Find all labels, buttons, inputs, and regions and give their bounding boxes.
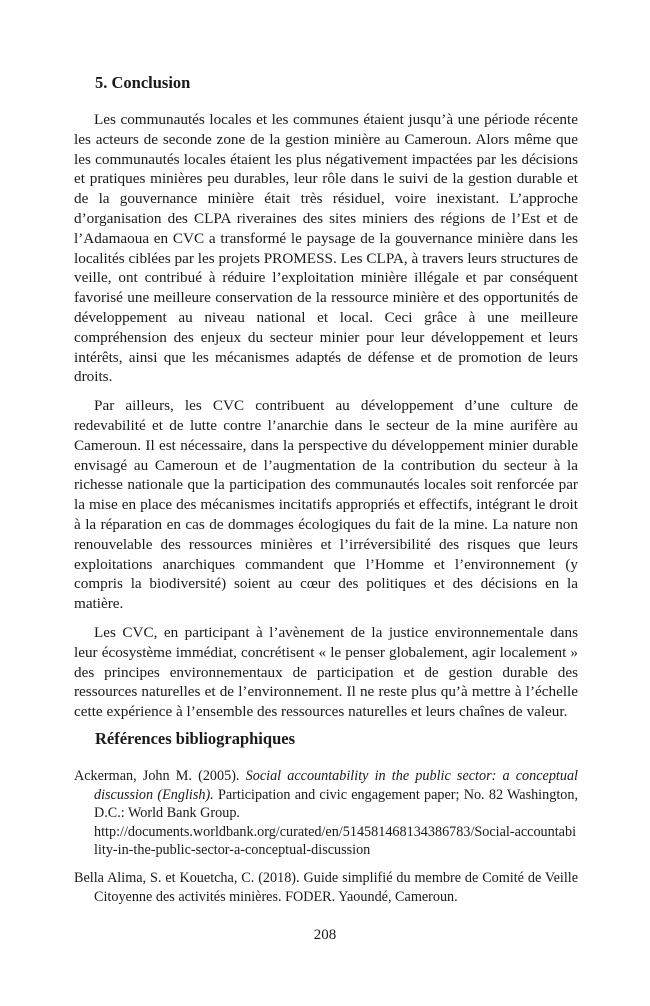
section-heading: 5. Conclusion bbox=[95, 73, 191, 92]
references-heading: Références bibliographiques bbox=[95, 729, 295, 748]
paragraph: Les CVC, en participant à l’avènement de la justice environnementale dans leur écosystème immédiat, concrétisent « le penser globalement, agir localement » des principes environnementaux de participation et de gestion durable des ressources naturelles et de l’environnement. Il ne reste plus qu’à mettre à l’échelle cette expérience à l’ensemble des ressources naturelles et leurs chaînes de valeur. bbox=[74, 623, 578, 721]
reference-url[interactable]: http://documents.worldbank.org/curated/en/514581468134386783/Social-accountability-in-the-public-sector-a-conceptual-discussion bbox=[94, 823, 577, 859]
reference-entry bbox=[74, 869, 578, 906]
reference-entry bbox=[74, 767, 578, 860]
page-number: 208 bbox=[313, 927, 337, 943]
reference-list bbox=[74, 767, 578, 915]
reference-author: Bella Alima, S. et Kouetcha, C. (2018). bbox=[74, 869, 304, 886]
paragraph: Les communautés locales et les communes étaient jusqu’à une période récente les acteurs de seconde zone de la gestion minière au Cameroun. Alors même que les communautés locales étaient les plus négativement impactées par les décisions et pratiques minières peu durables, leur rôle dans le suivi de la gestion durable et de la gouvernance minière était très résiduel, voire inexistant. L’approche d’organisation des CLPA riveraines des sites miniers des régions de l’Est et de l’Adamaoua en CVC a transformé le paysage de la gouvernance minière dans les localités ciblées par les projets PROMESS. Les CLPA, à travers leurs structures de veille, ont contribué à réduire l’exploitation minière illégale et par conséquent favorisé une meilleure conservation de la ressource minière et des opportunités de développement au niveau national et local. Ceci grâce à une meilleure compréhension des enjeux du secteur minier pour leur développement et leurs intérêts, ainsi que les mécanismes adaptés de défense et de promotion de leurs droits. bbox=[74, 111, 578, 386]
reference-details: Guide simplifié du membre de Comité de Veille Citoyenne des activités minières. FODER. Yaoundé, Cameroun. bbox=[94, 869, 578, 905]
conclusion-body bbox=[74, 110, 578, 731]
reference-details: Participation and civic engagement paper; No. 82 Washington, D.C.: World Bank Group. bbox=[94, 786, 578, 822]
reference-author: Ackerman, John M. (2005). bbox=[74, 768, 246, 784]
paragraph: Par ailleurs, les CVC contribuent au développement d’une culture de redevabilité et de lutte contre l’anarchie dans le secteur de la mine aurifère au Cameroun. Il est nécessaire, dans la perspective du développement minier durable envisagé au Cameroun et de l’augmentation de la contribution du secteur à la richesse nationale que la participation des communautés locales soit renforcée par la mise en place des mécanismes incitatifs appropriés et effectifs, intégrant le droit à la réparation en cas de dommages écologiques du fait de la mine. La nature non renouvelable des ressources minières et l’irréversibilité des risques que leurs exploitations anarchiques commandent que l’Homme et l’environnement (y compris la biodiversité) soient au cœur des politiques et des décisions en la matière. bbox=[74, 397, 578, 613]
reference-title: Social accountability in the public sector: a conceptual discussion (English). bbox=[94, 768, 578, 803]
